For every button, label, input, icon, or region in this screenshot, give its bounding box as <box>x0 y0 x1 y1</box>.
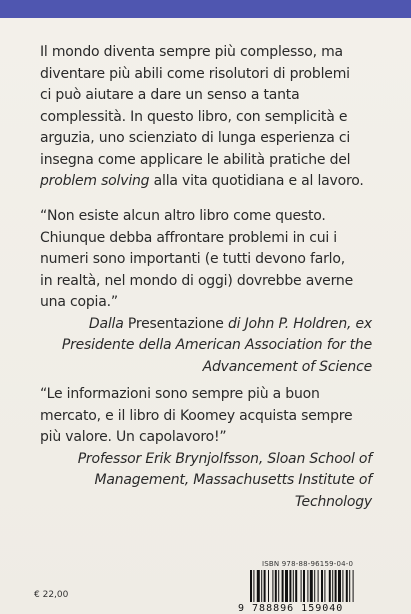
quote-attribution-line: Professor Erik Brynjolfsson, Sloan School of <box>77 450 372 467</box>
price-label: € 22,00 <box>34 590 69 600</box>
blurb-line <box>40 171 380 193</box>
blurb-italic-term: problem solving <box>40 173 150 189</box>
barcode-bar <box>338 570 341 602</box>
barcode-bar <box>261 570 262 602</box>
isbn-label: ISBN 978-88-96159-04-0 <box>262 560 354 568</box>
blurb-paragraph <box>40 42 380 193</box>
barcode-bar <box>289 570 291 602</box>
blurb-line: Il mondo diventa sempre più complesso, ma <box>40 44 343 60</box>
barcode-bar <box>321 570 323 602</box>
quote-line: “Le informazioni sono sempre più a buon <box>40 386 320 402</box>
isbn-barcode-block <box>238 558 390 614</box>
barcode-bar <box>264 570 266 602</box>
blurb-line: arguzia, uno scienziato di lunga esperienza ci <box>40 130 351 146</box>
blurb-line: insegna come applicare le abilità pratiche del <box>40 151 351 168</box>
barcode-bar <box>303 570 305 602</box>
barcode-bar <box>335 570 337 602</box>
barcode-bar <box>349 570 350 602</box>
barcode-bar <box>257 570 260 602</box>
barcode-bar <box>275 570 277 602</box>
quote-attribution-line: Management, Massachusetts Institute of <box>94 472 372 488</box>
barcode-icon <box>250 570 382 602</box>
barcode-bar <box>342 570 343 602</box>
quote-holdren <box>40 206 380 378</box>
barcode-bar <box>272 570 273 602</box>
barcode-bar <box>301 570 302 602</box>
blurb-line: complessità. In questo libro, con semplicità e <box>40 108 348 125</box>
barcode-bar <box>293 570 294 602</box>
quote-line: mercato, e il libro di Koomey acquista sempre <box>40 407 353 424</box>
quote-line: “Non esiste alcun altro libro come questo. <box>40 208 326 224</box>
barcode-bar <box>353 570 354 602</box>
top-color-band <box>0 0 411 18</box>
barcode-bar <box>314 570 315 602</box>
barcode-bar <box>285 570 288 602</box>
barcode-bar <box>332 570 333 602</box>
back-cover <box>0 18 411 614</box>
barcode-bar <box>318 570 319 602</box>
quote-attribution-line: Technology <box>294 493 372 510</box>
attr-prefix: Dalla <box>88 315 124 332</box>
barcode-bar <box>295 570 297 602</box>
blurb-line-rest: alla vita quotidiana e al lavoro. <box>149 173 364 189</box>
barcode-bar <box>253 570 254 602</box>
blurb-line: ci può aiutare a dare un senso a tanta <box>40 87 300 103</box>
barcode-bar <box>307 570 308 602</box>
quote-line: Chiunque debba affrontare problemi in cui i <box>40 229 337 246</box>
barcode-bar <box>250 570 252 602</box>
quote-attribution-line: Advancement of Science <box>202 358 372 375</box>
quote-line: numeri sono importanti (e tutti devono farlo, <box>40 251 345 267</box>
quote-attribution <box>40 314 380 336</box>
barcode-bar <box>310 570 313 602</box>
attr-upright: Presentazione <box>127 315 224 332</box>
barcode-bar <box>278 570 279 602</box>
barcode-bar <box>268 570 269 602</box>
barcode-bar <box>346 570 348 602</box>
attr-name: di John P. Holdren, ex <box>227 315 372 332</box>
quote-brynjolfsson <box>40 384 380 513</box>
quote-attribution-line: Presidente della American Association for the <box>61 337 372 353</box>
barcode-bar <box>324 570 325 602</box>
barcode-bar <box>329 570 331 602</box>
quote-line: una copia.” <box>40 294 118 310</box>
barcode-digits: 9 788896 159040 <box>238 603 344 614</box>
quote-line: più valore. Un capolavoro!” <box>40 429 227 445</box>
quote-line: in realtà, nel mondo di oggi) dovrebbe averne <box>40 272 353 289</box>
blurb-line: diventare più abili come risolutori di problemi <box>40 65 350 82</box>
barcode-bar <box>282 570 284 602</box>
